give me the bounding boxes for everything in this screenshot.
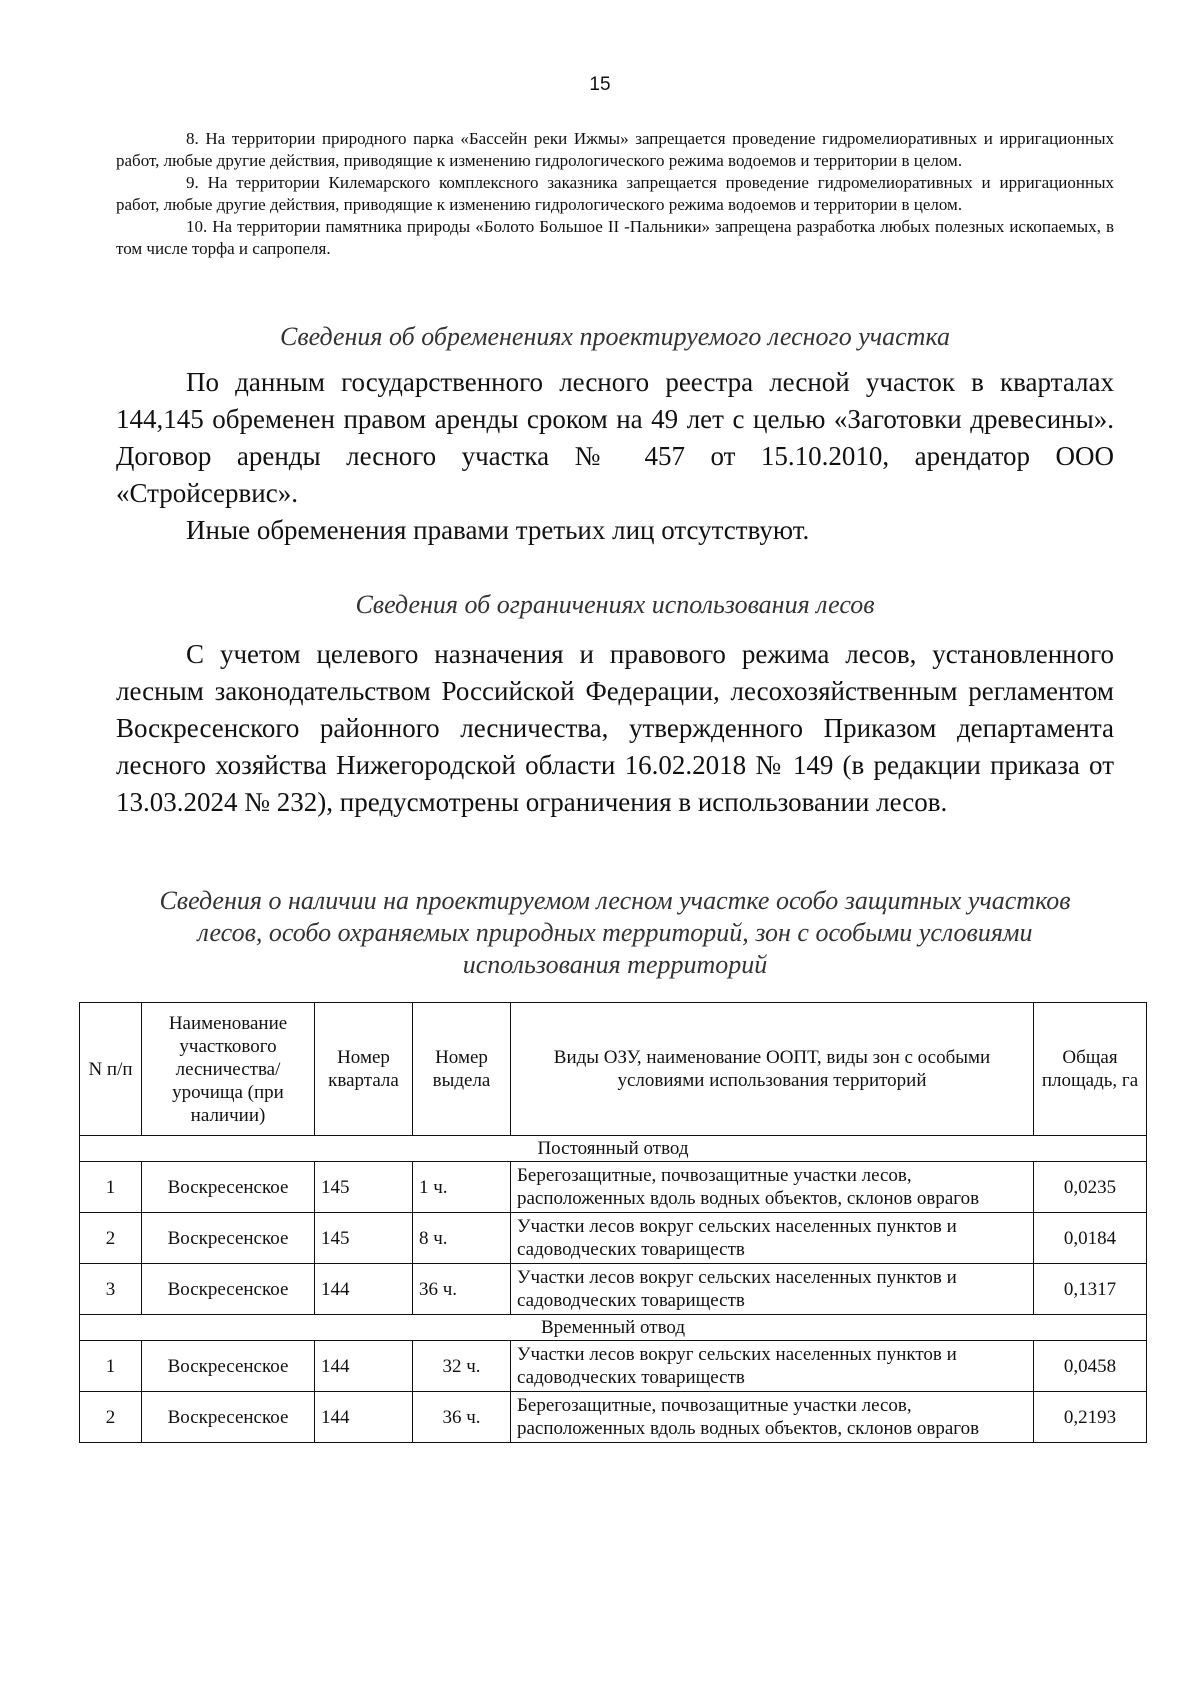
header-kvartal: Номер квартала	[315, 1003, 413, 1136]
table-row	[80, 1392, 1147, 1443]
header-area: Общая площадь, га	[1034, 1003, 1147, 1136]
encumbrance-heading: Сведения об обременениях проектируемого лесного участка	[280, 322, 950, 351]
table-heading	[116, 885, 1114, 981]
header-zone-type: Виды ОЗУ, наименование ООПТ, виды зон с особыми условиями использования территорий	[511, 1003, 1034, 1136]
cell-forestry: Воскресенское	[142, 1392, 315, 1443]
cell-area: 0,2193	[1034, 1392, 1147, 1443]
table-row	[80, 1213, 1147, 1264]
cell-zone-type: Участки лесов вокруг сельских населенных пунктов и садоводческих товариществ	[511, 1341, 1034, 1392]
no-other-encumbrance-paragraph: Иные обременения правами третьих лиц отсутствуют.	[186, 515, 810, 545]
protected-areas-table	[79, 1002, 1147, 1443]
restriction-item-8: 8. На территории природного парка «Бассейн реки Ижмы» запрещается проведение гидромелиоративных и ирригационных работ, любые другие действия, приводящие к изменению гидрологического режима водоемов и территории в целом.	[116, 129, 1114, 170]
restriction-item-9: 9. На территории Килемарского комплексного заказника запрещается проведение гидромелиоративных и ирригационных работ, любые другие действия, приводящие к изменению гидрологического режима водоемов и территории в целом.	[116, 173, 1114, 214]
header-forestry: Наименование участкового лесничества/урочища (при наличии)	[142, 1003, 315, 1136]
table-heading-line: Сведения о наличии на проектируемом лесном участке особо защитных участков	[159, 886, 1071, 915]
cell-vydel: 32 ч.	[413, 1341, 511, 1392]
cell-zone-type: Берегозащитные, почвозащитные участки лесов, расположенных вдоль водных объектов, склонов оврагов	[511, 1392, 1034, 1443]
cell-vydel: 36 ч.	[413, 1392, 511, 1443]
cell-forestry: Воскресенское	[142, 1162, 315, 1213]
restrictions-heading: Сведения об ограничениях использования лесов	[355, 590, 875, 619]
encumbrance-body	[116, 364, 1114, 549]
cell-area: 0,0458	[1034, 1341, 1147, 1392]
page-number: 15	[589, 74, 611, 95]
cell-area: 0,0235	[1034, 1162, 1147, 1213]
table-row	[80, 1341, 1147, 1392]
table-row	[80, 1264, 1147, 1315]
cell-number: 1	[80, 1162, 142, 1213]
cell-number: 2	[80, 1392, 142, 1443]
table-header-row	[80, 1003, 1147, 1136]
table-heading-line: использования территорий	[462, 950, 768, 979]
cell-zone-type: Берегозащитные, почвозащитные участки лесов, расположенных вдоль водных объектов, склонов оврагов	[511, 1162, 1034, 1213]
table-section-row	[80, 1315, 1147, 1341]
section-temporary: Временный отвод	[80, 1315, 1147, 1341]
cell-forestry: Воскресенское	[142, 1341, 315, 1392]
cell-kvartal: 144	[315, 1341, 413, 1392]
table-section-row	[80, 1136, 1147, 1162]
cell-kvartal: 145	[315, 1162, 413, 1213]
cell-area: 0,0184	[1034, 1213, 1147, 1264]
header-vydel: Номер выдела	[413, 1003, 511, 1136]
cell-zone-type: Участки лесов вокруг сельских населенных пунктов и садоводческих товариществ	[511, 1213, 1034, 1264]
cell-vydel: 36 ч.	[413, 1264, 511, 1315]
restrictions-body	[116, 636, 1114, 821]
cell-vydel: 1 ч.	[413, 1162, 511, 1213]
cell-forestry: Воскресенское	[142, 1264, 315, 1315]
cell-kvartal: 145	[315, 1213, 413, 1264]
restrictions-paragraph: С учетом целевого назначения и правового режима лесов, установленного лесным законодательством Российской Федерации, лесохозяйственным регламентом Воскресенского районного лесничества, утвержденного Приказом департамента лесного хозяйства Нижегородской области 16.02.2018 № 149 (в редакции приказа от 13.03.2024 № 232), предусмотрены ограничения в использовании лесов.	[116, 639, 1114, 817]
table-heading-line: лесов, особо охраняемых природных территорий, зон с особыми условиями	[197, 918, 1033, 947]
cell-number: 2	[80, 1213, 142, 1264]
cell-number: 1	[80, 1341, 142, 1392]
table-row	[80, 1162, 1147, 1213]
cell-kvartal: 144	[315, 1392, 413, 1443]
section-permanent: Постоянный отвод	[80, 1136, 1147, 1162]
restriction-item-10: 10. На территории памятника природы «Болото Большое II -Пальники» запрещена разработка любых полезных ископаемых, в том числе торфа и сапропеля.	[116, 217, 1114, 258]
cell-zone-type: Участки лесов вокруг сельских населенных пунктов и садоводческих товариществ	[511, 1264, 1034, 1315]
cell-area: 0,1317	[1034, 1264, 1147, 1315]
cell-forestry: Воскресенское	[142, 1213, 315, 1264]
cell-number: 3	[80, 1264, 142, 1315]
restrictions-list	[116, 128, 1114, 260]
encumbrance-paragraph: По данным государственного лесного реестра лесной участок в кварталах 144,145 обременен правом аренды сроком на 49 лет с целью «Заготовки древесины». Договор аренды лесного участка № 457 от 15.10.2010, арендатор ООО «Стройсервис».	[116, 367, 1114, 508]
cell-kvartal: 144	[315, 1264, 413, 1315]
cell-vydel: 8 ч.	[413, 1213, 511, 1264]
header-number: N п/п	[80, 1003, 142, 1136]
